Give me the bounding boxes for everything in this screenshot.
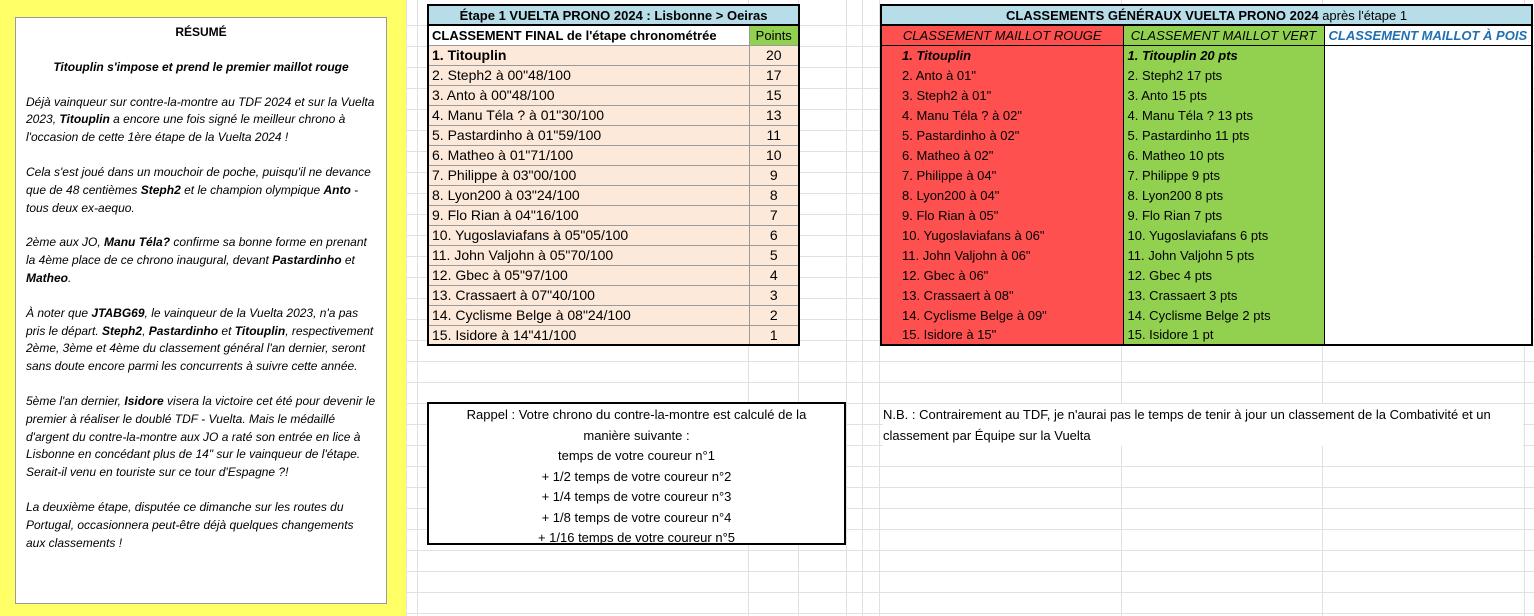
red-jersey-cell[interactable]: 13. Crassaert à 08" (881, 285, 1123, 305)
summary-text: et le champion olympique (180, 182, 324, 197)
red-jersey-cell[interactable]: 11. John Valjohn à 06" (881, 245, 1123, 265)
red-jersey-cell[interactable]: 10. Yugoslaviafans à 06" (881, 225, 1123, 245)
red-jersey-cell[interactable]: 7. Philippe à 04" (881, 165, 1123, 185)
stage-points-cell[interactable]: 10 (749, 145, 799, 165)
polka-jersey-cell[interactable] (1324, 225, 1532, 245)
red-jersey-cell[interactable]: 4. Manu Téla ? à 02" (881, 105, 1123, 125)
rider-name: Anto (323, 182, 351, 197)
grid-line (406, 0, 407, 616)
reminder-line: Rappel : Votre chrono du contre-la-montre est calculé de la (466, 407, 807, 422)
rider-name: Pastardinho (148, 323, 219, 338)
red-jersey-cell[interactable]: 2. Anto à 01" (881, 65, 1123, 85)
stage-row (428, 225, 799, 245)
red-jersey-cell[interactable]: 8. Lyon200 à 04" (881, 185, 1123, 205)
summary-text: visera la victoire cet été pour devenir le premier à réaliser le doublé TDF - Vuelta. Mais le médaillé d'argent du contre-la-montre aux JO a raté son entrée en lice à Lisbonne en concédant plus de 14" sur le vainqueur de l'étape. Serait-il venu en touriste sur ce tour d'Espagne ?! (26, 393, 376, 480)
summary-paragraph (26, 305, 376, 376)
stage-row (428, 125, 799, 145)
summary-text: 2ème aux JO, (26, 235, 105, 250)
gc-title-suffix: après l'étape 1 (1318, 7, 1408, 23)
green-jersey-cell[interactable]: 15. Isidore 1 pt (1123, 325, 1324, 345)
green-jersey-cell[interactable]: 7. Philippe 9 pts (1123, 165, 1324, 185)
rider-name: Steph2 (140, 182, 181, 197)
polka-jersey-cell[interactable] (1324, 205, 1532, 225)
rider-name: JTABG69 (91, 305, 145, 320)
stage-rider-cell[interactable]: 3. Anto à 00"48/100 (428, 85, 749, 105)
stage-row (428, 245, 799, 265)
general-classification-table (880, 4, 1533, 346)
polka-jersey-cell[interactable] (1324, 145, 1532, 165)
gc-row (881, 65, 1532, 85)
green-jersey-cell[interactable]: 8. Lyon200 8 pts (1123, 185, 1324, 205)
reminder-line: + 1/4 temps de votre coureur n°3 (541, 489, 732, 504)
gc-row (881, 125, 1532, 145)
polka-jersey-header[interactable]: CLASSEMENT MAILLOT À POIS (1324, 25, 1532, 45)
stage-rider-cell[interactable]: 5. Pastardinho à 01"59/100 (428, 125, 749, 145)
stage-points-cell[interactable]: 7 (749, 205, 799, 225)
stage-points-cell[interactable]: 4 (749, 265, 799, 285)
gc-row (881, 325, 1532, 345)
polka-jersey-cell[interactable] (1324, 125, 1532, 145)
summary-paragraph (26, 94, 376, 147)
gc-row (881, 45, 1532, 65)
reminder-line: + 1/2 temps de votre coureur n°2 (541, 468, 732, 484)
stage-row (428, 45, 799, 65)
points-header[interactable]: Points (749, 25, 799, 45)
gc-row (881, 305, 1532, 325)
stage-rider-cell[interactable]: 1. Titouplin (428, 45, 749, 65)
summary-text: 5ème l'an dernier, (26, 393, 125, 408)
stage-points-cell[interactable]: 9 (749, 165, 799, 185)
green-jersey-cell[interactable]: 2. Steph2 17 pts (1123, 65, 1324, 85)
stage-subtitle[interactable]: CLASSEMENT FINAL de l'étape chronométrée (428, 25, 749, 45)
red-jersey-cell[interactable]: 5. Pastardinho à 02" (881, 125, 1123, 145)
gc-title-main: CLASSEMENTS GÉNÉRAUX VUELTA PRONO 2024 (1006, 7, 1319, 23)
grid-line (417, 0, 418, 616)
summary-text: , respectivement 2ème, 3ème et 4ème du classement général l'an dernier, seront sans doute encore parmi les concurrents à suivre cette année. (26, 323, 374, 374)
green-jersey-cell[interactable]: 14. Cyclisme Belge 2 pts (1123, 305, 1324, 325)
stage-points-cell[interactable]: 20 (749, 45, 799, 65)
polka-jersey-cell[interactable] (1324, 45, 1532, 65)
summary-text: Déjà vainqueur sur contre-la-montre au TDF 2024 et sur la Vuelta 2023, (26, 94, 375, 127)
stage-row (428, 105, 799, 125)
reminder-line: temps de votre coureur n°1 (558, 448, 715, 463)
green-jersey-cell[interactable]: 5. Pastardinho 11 pts (1123, 125, 1324, 145)
summary-text: . (68, 270, 72, 285)
red-jersey-cell[interactable]: 9. Flo Rian à 05" (881, 205, 1123, 225)
rider-name: Isidore (124, 393, 164, 408)
gc-row (881, 105, 1532, 125)
stage-points-cell[interactable]: 8 (749, 185, 799, 205)
summary-title: RÉSUMÉ (175, 25, 227, 39)
polka-jersey-cell[interactable] (1324, 245, 1532, 265)
stage-results-body (428, 45, 799, 345)
polka-jersey-cell[interactable] (1324, 105, 1532, 125)
stage-points-cell[interactable]: 3 (749, 285, 799, 305)
gc-row (881, 285, 1532, 305)
red-jersey-header[interactable]: CLASSEMENT MAILLOT ROUGE (881, 25, 1123, 45)
stage-row (428, 145, 799, 165)
red-jersey-cell[interactable]: 6. Matheo à 02" (881, 145, 1123, 165)
red-jersey-cell[interactable]: 15. Isidore à 15" (881, 325, 1123, 345)
stage-points-cell[interactable]: 1 (749, 325, 799, 345)
green-jersey-cell[interactable]: 3. Anto 15 pts (1123, 85, 1324, 105)
stage-rider-cell[interactable]: 7. Philippe à 03"00/100 (428, 165, 749, 185)
stage-row (428, 65, 799, 85)
gc-row (881, 165, 1532, 185)
scoring-reminder-box[interactable] (427, 402, 846, 545)
summary-text: - tous deux ex-aequo. (26, 182, 359, 215)
summary-paragraph (26, 164, 376, 217)
polka-jersey-cell[interactable] (1324, 85, 1532, 105)
summary-text: et (341, 253, 355, 268)
gc-row (881, 225, 1532, 245)
summary-text: , le vainqueur de la Vuelta 2023, n'a pas pris le départ. (26, 305, 359, 338)
summary-text: , (142, 323, 149, 338)
gc-body (881, 45, 1532, 345)
stage-rider-cell[interactable]: 11. John Valjohn à 05"70/100 (428, 245, 749, 265)
stage-row (428, 185, 799, 205)
rider-name: Steph2 (102, 323, 143, 338)
red-jersey-cell[interactable]: 1. Titouplin (881, 45, 1123, 65)
stage-points-cell[interactable]: 15 (749, 85, 799, 105)
gc-row (881, 185, 1532, 205)
green-jersey-cell[interactable]: 1. Titouplin 20 pts (1123, 45, 1324, 65)
rider-name: Matheo (26, 270, 68, 285)
green-jersey-cell[interactable]: 12. Gbec 4 pts (1123, 265, 1324, 285)
green-jersey-cell[interactable]: 10. Yugoslaviafans 6 pts (1123, 225, 1324, 245)
stage-row (428, 165, 799, 185)
gc-row (881, 265, 1532, 285)
stage-rider-cell[interactable]: 13. Crassaert à 07"40/100 (428, 285, 749, 305)
rider-name: Titouplin (234, 323, 286, 338)
rider-name: Manu Téla? (104, 235, 171, 250)
stage-rider-cell[interactable]: 15. Isidore à 14"41/100 (428, 325, 749, 345)
gc-row (881, 245, 1532, 265)
stage-row (428, 265, 799, 285)
stage-rider-cell[interactable]: 10. Yugoslaviafans à 05"05/100 (428, 225, 749, 245)
stage-points-cell[interactable]: 13 (749, 105, 799, 125)
stage-row (428, 205, 799, 225)
stage-points-cell[interactable]: 17 (749, 65, 799, 85)
stage-points-cell[interactable]: 2 (749, 305, 799, 325)
green-jersey-cell[interactable]: 4. Manu Téla ? 13 pts (1123, 105, 1324, 125)
stage-rider-cell[interactable]: 4. Manu Téla ? à 01"30/100 (428, 105, 749, 125)
summary-textbox[interactable] (15, 17, 387, 604)
stage-row (428, 85, 799, 105)
stage-row (428, 285, 799, 305)
stage-rider-cell[interactable]: 12. Gbec à 05"97/100 (428, 265, 749, 285)
stage-points-cell[interactable]: 6 (749, 225, 799, 245)
grid-line (862, 0, 863, 616)
stage-title[interactable]: Étape 1 VUELTA PRONO 2024 : Lisbonne > Oeiras (428, 5, 799, 25)
green-jersey-cell[interactable]: 11. John Valjohn 5 pts (1123, 245, 1324, 265)
red-jersey-cell[interactable]: 3. Steph2 à 01" (881, 85, 1123, 105)
green-jersey-cell[interactable]: 6. Matheo 10 pts (1123, 145, 1324, 165)
stage-points-cell[interactable]: 11 (749, 125, 799, 145)
rider-name: Titouplin (59, 112, 110, 127)
reminder-line: manière suivante : (583, 427, 690, 443)
polka-jersey-cell[interactable] (1324, 185, 1532, 205)
polka-jersey-cell[interactable] (1324, 165, 1532, 185)
stage-results-table (427, 4, 800, 346)
reminder-line: + 1/8 temps de votre coureur n°4 (541, 509, 732, 525)
polka-jersey-cell[interactable] (1324, 325, 1532, 345)
green-jersey-cell[interactable]: 13. Crassaert 3 pts (1123, 285, 1324, 305)
summary-paragraph (26, 234, 376, 287)
summary-text: Cela s'est joué dans un mouchoir de poche, puisqu'il ne devance que de 48 centièmes (26, 164, 371, 197)
gc-row (881, 205, 1532, 225)
red-jersey-cell[interactable]: 14. Cyclisme Belge à 09" (881, 305, 1123, 325)
stage-row (428, 325, 799, 345)
polka-jersey-cell[interactable] (1324, 285, 1532, 305)
stage-points-cell[interactable]: 5 (749, 245, 799, 265)
summary-text: À noter que (26, 305, 92, 320)
polka-jersey-cell[interactable] (1324, 65, 1532, 85)
summary-text: et (218, 323, 235, 338)
note-text[interactable]: N.B. : Contrairement au TDF, je n'aurai pas le temps de tenir à jour un classement de la Combativité et un classement par Équipe sur la Vuelta (883, 404, 1523, 446)
grid-line (846, 0, 847, 616)
summary-frame (0, 0, 406, 616)
stage-rider-cell[interactable]: 6. Matheo à 01"71/100 (428, 145, 749, 165)
reminder-line: + 1/16 temps de votre coureur n°5 (537, 530, 736, 545)
polka-jersey-cell[interactable] (1324, 265, 1532, 285)
green-jersey-cell[interactable]: 9. Flo Rian 7 pts (1123, 205, 1324, 225)
summary-headline: Titouplin s'impose et prend le premier maillot rouge (53, 59, 349, 74)
stage-rider-cell[interactable]: 2. Steph2 à 00"48/100 (428, 65, 749, 85)
polka-jersey-cell[interactable] (1324, 305, 1532, 325)
summary-paragraph: La deuxième étape, disputée ce dimanche sur les routes du Portugal, occasionnera peut-être déjà quelques changements aux classements ! (26, 499, 354, 550)
red-jersey-cell[interactable]: 12. Gbec à 06" (881, 265, 1123, 285)
stage-rider-cell[interactable]: 14. Cyclisme Belge à 08"24/100 (428, 305, 749, 325)
stage-rider-cell[interactable]: 8. Lyon200 à 03"24/100 (428, 185, 749, 205)
gc-row (881, 85, 1532, 105)
rider-name: Pastardinho (272, 253, 342, 268)
summary-text: a encore une fois signé le meilleur chrono à l'occasion de cette 1ère étape de la Vuelta 2024 ! (26, 112, 346, 145)
green-jersey-header[interactable]: CLASSEMENT MAILLOT VERT (1123, 25, 1324, 45)
gc-title[interactable] (881, 5, 1532, 25)
summary-paragraph (26, 393, 376, 482)
stage-row (428, 305, 799, 325)
gc-row (881, 145, 1532, 165)
summary-text: confirme sa bonne forme en prenant la 4ème place de ce chrono inaugural, devant (26, 235, 367, 268)
stage-rider-cell[interactable]: 9. Flo Rian à 04"16/100 (428, 205, 749, 225)
